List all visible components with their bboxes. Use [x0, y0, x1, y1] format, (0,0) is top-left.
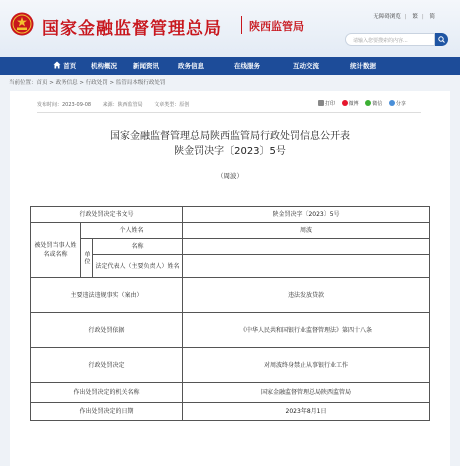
share-icon	[389, 100, 395, 106]
table-row	[31, 239, 430, 255]
cell-label: 作出处罚决定的日期	[31, 403, 183, 421]
nav-online-service[interactable]: 在线服务	[234, 62, 260, 70]
article-type: 文章类型：原创	[154, 102, 190, 108]
simplified-link[interactable]: 简	[429, 14, 435, 20]
nav-gov-info[interactable]: 政务信息	[178, 62, 204, 70]
share-button[interactable]: 分享	[389, 100, 406, 107]
weibo-button[interactable]: 微博	[342, 100, 359, 107]
site-title[interactable]: 国家金融监督管理总局	[42, 19, 222, 39]
cell-label: 行政处罚决定	[31, 348, 183, 383]
wechat-icon	[365, 100, 371, 106]
cell-label: 名称	[93, 239, 183, 255]
top-links: 无障碍浏览 | 繁 | 简	[373, 14, 435, 20]
cell-value: 陕金罚决字〔2023〕5号	[183, 207, 430, 223]
cell-value: 2023年8月1日	[183, 403, 430, 421]
table-row	[31, 403, 430, 421]
table-row	[31, 223, 430, 239]
wechat-button[interactable]: 微信	[365, 100, 382, 107]
search-button[interactable]	[435, 33, 448, 46]
breadcrumb[interactable]: 当前位置：首页 > 政务信息 > 行政处罚 > 监管局本级行政处罚	[9, 80, 166, 86]
branch-name: 陕西监管局	[249, 20, 304, 33]
cell-label: 作出处罚决定的机关名称	[31, 383, 183, 403]
table-row	[31, 313, 430, 348]
table-row	[31, 278, 430, 313]
traditional-link[interactable]: 繁	[412, 14, 418, 20]
cell-label: 主要违法违规事实（案由）	[31, 278, 183, 313]
nav-news[interactable]: 新闻资讯	[133, 62, 159, 70]
cell-label: 行政处罚依据	[31, 313, 183, 348]
nav-interaction[interactable]: 互动交流	[293, 62, 319, 70]
national-emblem-icon	[10, 12, 34, 36]
doc-number: 陕金罚决字〔2023〕5号	[174, 146, 286, 157]
title-divider	[241, 16, 242, 34]
article-meta	[37, 101, 199, 108]
cell-value: 周波	[183, 223, 430, 239]
cell-value: 《中华人民共和国银行业监督管理法》第四十八条	[183, 313, 430, 348]
nav-statistics[interactable]: 统计数据	[350, 62, 376, 70]
unit-label: 单位	[81, 239, 93, 278]
cell-value: 对周波终身禁止从事银行业工作	[183, 348, 430, 383]
share-actions	[318, 100, 411, 107]
table-row	[31, 383, 430, 403]
cell-label: 个人姓名	[81, 223, 183, 239]
meta-divider	[37, 112, 421, 113]
doc-title: 国家金融监督管理总局陕西监管局行政处罚信息公开表	[110, 131, 350, 142]
doc-person: （周波）	[217, 172, 243, 180]
print-button[interactable]: 打印	[318, 100, 335, 107]
cell-label: 行政处罚决定书文号	[31, 207, 183, 223]
home-icon	[53, 61, 61, 69]
search-input[interactable]: 请输入您要搜索的内容...	[345, 33, 435, 46]
site-header	[0, 0, 460, 57]
party-label: 被处罚当事人姓名或名称	[31, 223, 81, 278]
nav-org-overview[interactable]: 机构概况	[91, 62, 117, 70]
print-icon	[318, 100, 324, 106]
cell-value	[183, 239, 430, 255]
main-nav	[0, 57, 460, 75]
cell-value: 违法发放贷款	[183, 278, 430, 313]
nav-home[interactable]: 首页	[53, 57, 76, 75]
penalty-info-table	[30, 206, 430, 421]
publish-time: 发布时间：2023-09-08	[37, 102, 92, 108]
accessibility-link[interactable]: 无障碍浏览	[373, 14, 401, 20]
weibo-icon	[342, 100, 348, 106]
table-row	[31, 207, 430, 223]
search-icon	[438, 36, 445, 43]
article-source: 来源：陕西监管局	[102, 102, 143, 108]
table-row	[31, 348, 430, 383]
cell-value	[183, 255, 430, 278]
cell-value: 国家金融监督管理总局陕西监管局	[183, 383, 430, 403]
cell-label: 法定代表人（主要负责人）姓名	[93, 255, 183, 278]
